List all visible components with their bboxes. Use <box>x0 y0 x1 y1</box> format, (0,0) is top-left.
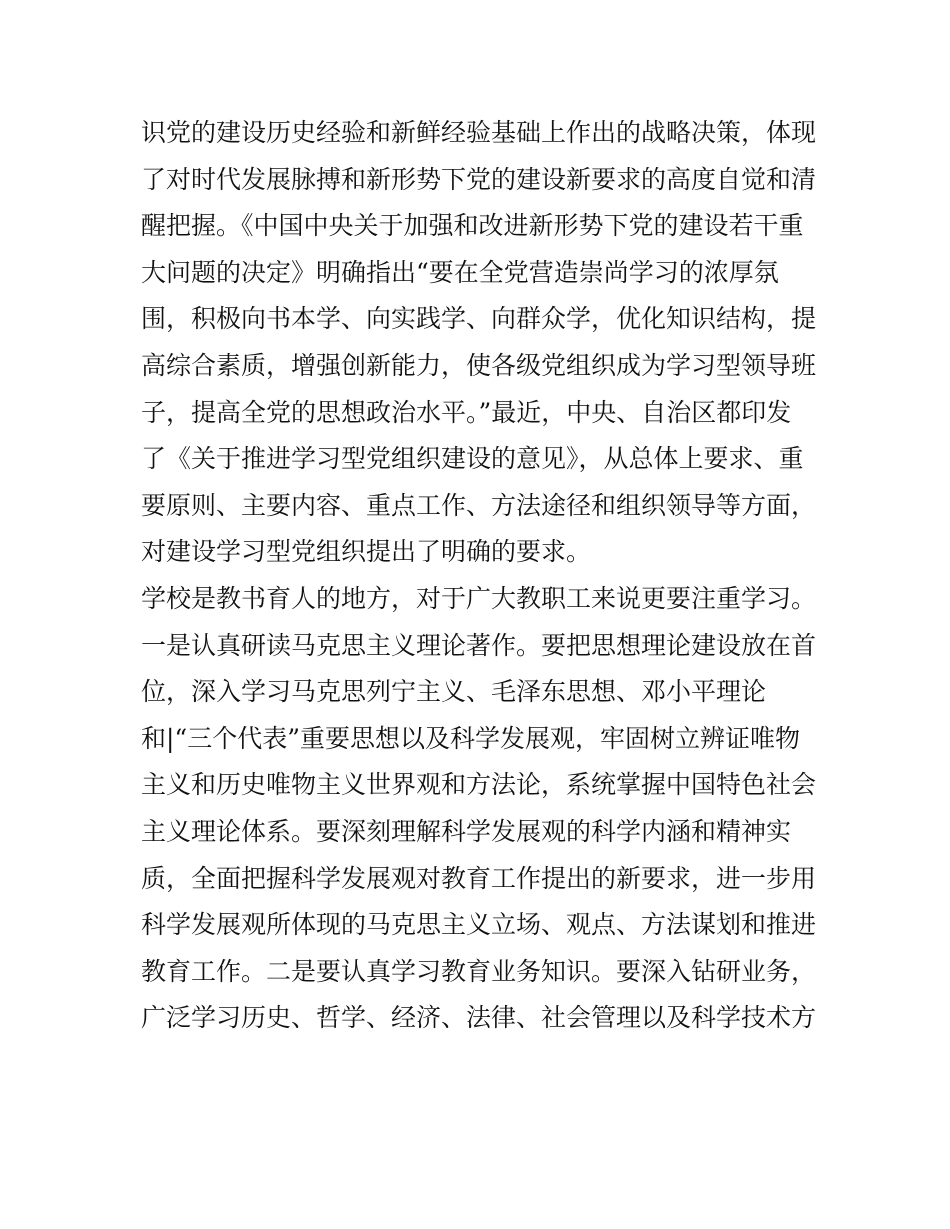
text-line: 质，全面把握科学发展观对教育工作提出的新要求，进一步用 <box>141 863 817 893</box>
text-line: 大问题的决定》明确指出“要在全党营造崇尚学习的浓厚氛 <box>141 257 779 287</box>
body-text <box>141 110 821 1042</box>
text-line: 科学发展观所体现的马克思主义立场、观点、方法谋划和推进 <box>141 910 817 940</box>
text-line: 一是认真研读马克思主义理论著作。要把思想理论建设放在首 <box>141 630 817 660</box>
text-line: 了《关于推进学习型党组织建设的意见》，从总体上要求、重 <box>141 444 804 474</box>
text-line: 对建设学习型党组织提出了明确的要求。 <box>141 537 592 567</box>
text-line: 醒把握。《中国中央关于加强和改进新形势下党的建设若干重 <box>141 211 804 241</box>
text-line: 位，深入学习马克思列宁主义、毛泽东思想、邓小平理论 <box>141 677 767 707</box>
text-line: 学校是教书育人的地方，对于广大教职工来说更要注重学习。 <box>141 583 817 613</box>
text-line: 主义和历史唯物主义世界观和方法论，系统掌握中国特色社会 <box>141 770 817 800</box>
text-line: 了对时代发展脉搏和新形势下党的建设新要求的高度自觉和清 <box>141 164 817 194</box>
text-line: 子，提高全党的思想政治水平。”最近，中央、自治区都印发 <box>141 397 792 427</box>
text-line: 高综合素质，增强创新能力，使各级党组织成为学习型领导班 <box>141 350 817 380</box>
text-line: 教育工作。二是要认真学习教育业务知识。要深入钻研业务， <box>141 956 817 986</box>
text-line: 围，积极向书本学、向实践学、向群众学，优化知识结构，提 <box>141 304 817 334</box>
text-line: 要原则、主要内容、重点工作、方法途径和组织领导等方面， <box>141 490 817 520</box>
text-line: 广泛学习历史、哲学、经济、法律、社会管理以及科学技术方 <box>141 1003 817 1033</box>
text-line: 和|“三个代表”重要思想以及科学发展观，牢固树立辨证唯物 <box>141 723 800 753</box>
text-line: 识党的建设历史经验和新鲜经验基础上作出的战略决策，体现 <box>141 118 817 147</box>
text-line: 主义理论体系。要深刻理解科学发展观的科学内涵和精神实 <box>141 816 792 846</box>
